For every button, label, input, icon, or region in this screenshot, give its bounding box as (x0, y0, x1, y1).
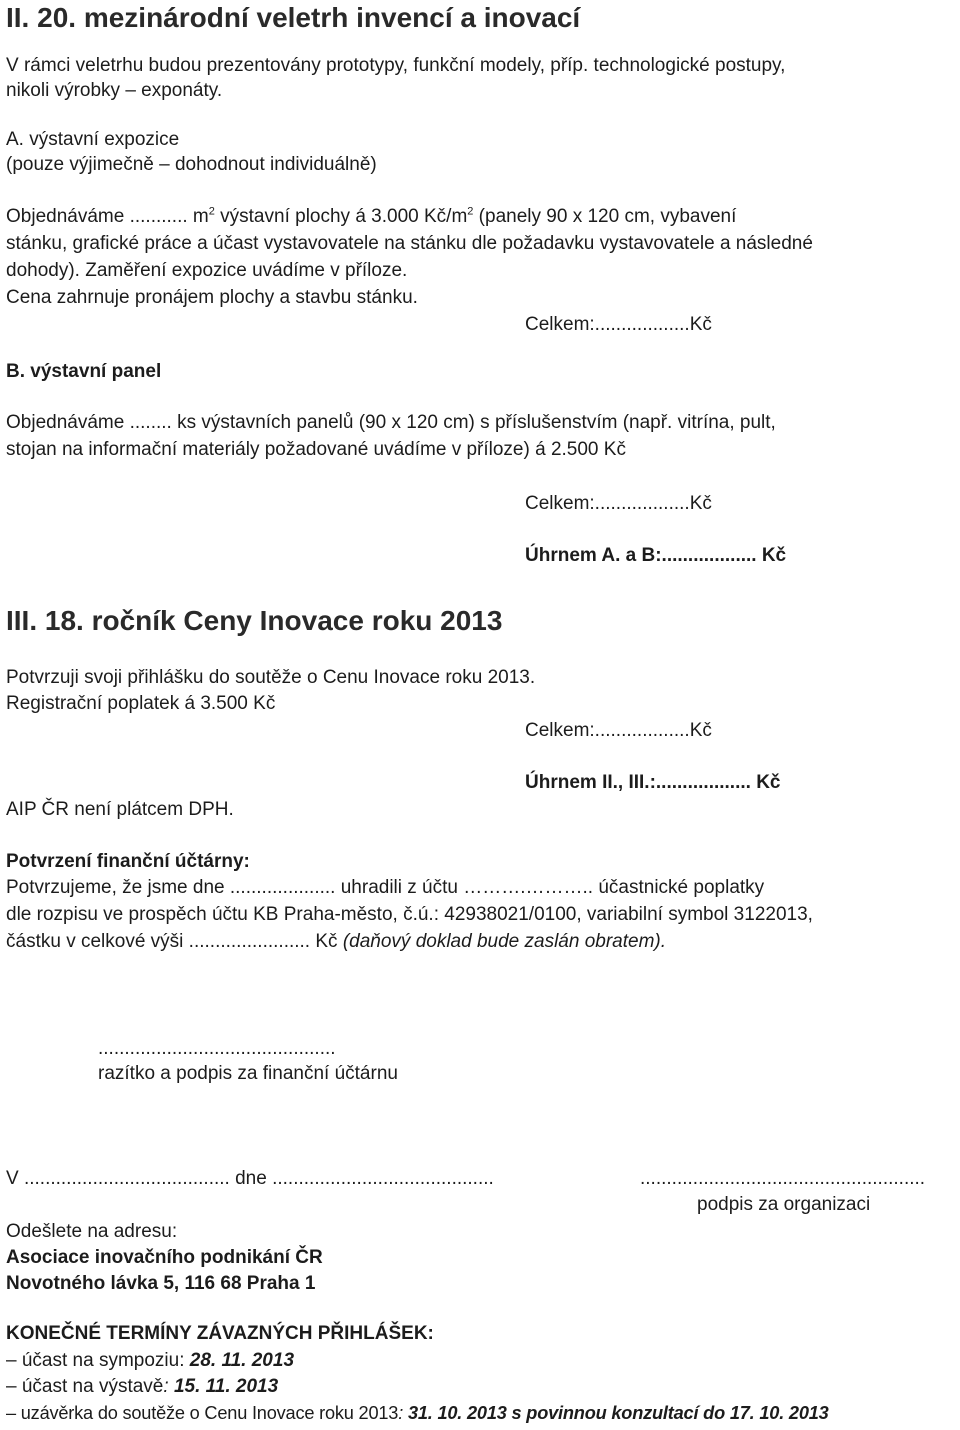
place-date-line: V ....................................... dne .......................................... (6, 1168, 494, 1189)
intro-line-2: nikoli výrobky – exponáty. (6, 80, 223, 101)
deadline-vystava-date: 15. 11. 2013 (173, 1376, 279, 1397)
finance-line-1: Potvrzujeme, že jsme dne .................... uhradili z účtu ……….……….. účastnické poplatky (6, 877, 765, 898)
expo-line-3: dohody). Zaměření expozice uvádíme v příloze. (6, 260, 408, 281)
ab-sum: Úhrnem A. a B:.................. Kč (525, 545, 787, 566)
stamp-dots: ............................................. (98, 1038, 336, 1059)
finance-title: Potvrzení finanční účtárny: (6, 851, 250, 872)
address-line-2: Novotného lávka 5, 116 68 Praha 1 (6, 1273, 316, 1294)
org-signature-label: podpis za organizaci (697, 1194, 871, 1215)
address-label: Odešlete na adresu: (6, 1221, 178, 1242)
panel-line-1: Objednáváme ........ ks výstavních panelů (90 x 120 cm) s příslušenstvím (např. vitrína, pult, (6, 412, 776, 433)
sup-2: 2 (467, 205, 474, 218)
vat-note: AIP ČR není plátcem DPH. (6, 799, 234, 820)
deadline-sympozium (6, 1350, 294, 1372)
intro-line-1: V rámci veletrhu budou prezentovány prototypy, funkční modely, příp. technologické postupy, (6, 55, 786, 76)
deadlines-title: KONEČNÉ TERMÍNY ZÁVAZNÝCH PŘIHLÁŠEK: (6, 1323, 434, 1344)
cena-total: Celkem:..................Kč (525, 720, 712, 741)
stamp-label: razítko a podpis za finanční účtárnu (98, 1063, 398, 1084)
expo-order-pre: Objednáváme ........... m (6, 206, 209, 227)
deadline-vystava (6, 1376, 278, 1398)
section-heading-cena: III. 18. ročník Ceny Inovace roku 2013 (6, 605, 503, 636)
deadline-soutez-colon: : (398, 1403, 408, 1423)
cena-sum: Úhrnem II., III.:.................. Kč (525, 772, 781, 793)
panel-total: Celkem:..................Kč (525, 493, 712, 514)
deadline-vystava-label: – účast na výstavě (6, 1376, 164, 1397)
sup-2: 2 (208, 205, 215, 218)
panel-line-2: stojan na informační materiály požadované uvádíme v příloze) á 2.500 Kč (6, 439, 626, 460)
deadline-soutez-label: – uzávěrka do soutěže o Cenu Inovace roku 2013 (6, 1403, 399, 1423)
deadline-soutez-date: 31. 10. 2013 s povinnou konzultací do 17. 10. 2013 (407, 1403, 829, 1423)
expo-line-4: Cena zahrnuje pronájem plochy a stavbu stánku. (6, 287, 418, 308)
expo-total: Celkem:..................Kč (525, 314, 712, 335)
deadline-sympozium-label: – účast na sympoziu: (6, 1350, 190, 1371)
section-heading-veletrh: II. 20. mezinárodní veletrh invencí a inovací (6, 2, 581, 33)
address-line-1: Asociace inovačního podnikání ČR (6, 1247, 323, 1268)
cena-line-1: Potvrzuji svoji přihlášku do soutěže o Cenu Inovace roku 2013. (6, 667, 536, 688)
deadline-vystava-colon: : (163, 1376, 174, 1397)
cena-line-2: Registrační poplatek á 3.500 Kč (6, 693, 276, 714)
expo-title: A. výstavní expozice (6, 129, 180, 150)
expo-order-post: (panely 90 x 120 cm, vybavení (473, 206, 737, 227)
finance-invoice-note: (daňový doklad bude zaslán obratem). (342, 931, 667, 952)
finance-line-3 (6, 931, 666, 953)
deadline-soutez (6, 1403, 829, 1424)
expo-note: (pouze výjimečně – dohodnout individuálně) (6, 154, 377, 175)
finance-amount: částku v celkové výši ....................... Kč (6, 931, 343, 952)
org-signature-dots: ...................................................... (640, 1168, 926, 1189)
panel-title: B. výstavní panel (6, 361, 162, 382)
expo-order-mid: výstavní plochy á 3.000 Kč/m (214, 206, 468, 227)
expo-order-line (6, 206, 736, 228)
expo-line-2: stánku, grafické práce a účast vystavovatele na stánku dle požadavku vystavovatele a následné (6, 233, 813, 254)
deadline-sympozium-date: 28. 11. 2013 (189, 1350, 295, 1371)
finance-line-2: dle rozpisu ve prospěch účtu KB Praha-město, č.ú.: 42938021/0100, variabilní symbol 3122013, (6, 904, 813, 925)
